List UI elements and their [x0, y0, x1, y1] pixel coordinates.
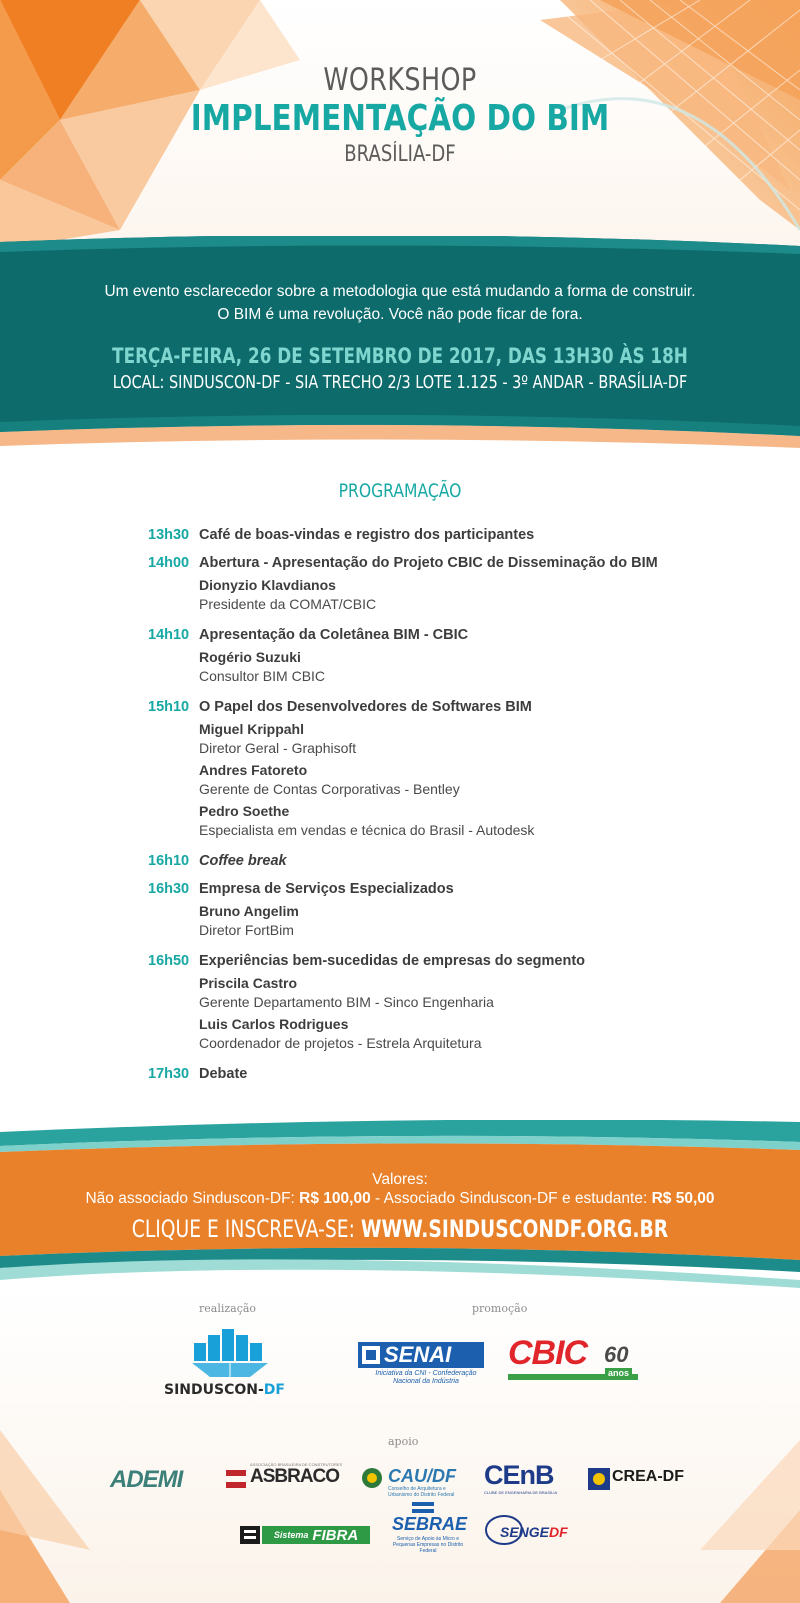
- non-member-text: Não associado Sinduscon-DF:: [85, 1190, 300, 1207]
- schedule-time: 17h30: [148, 1066, 190, 1082]
- fibra-emblem-icon: [240, 1526, 260, 1544]
- pricing-block: [0, 1170, 800, 1244]
- speaker-role: Diretor Geral - Graphisoft: [199, 740, 357, 756]
- asbraco-subtitle: ASSOCIAÇÃO BRASILEIRA DE CONSTRUTORES: [250, 1462, 343, 1467]
- schedule-body: [199, 625, 748, 689]
- schedule-body: [199, 951, 748, 1056]
- schedule-item: [148, 525, 748, 545]
- event-city: BRASÍLIA-DF: [344, 142, 456, 167]
- non-member-price: R$ 100,00: [299, 1190, 371, 1207]
- signup-cta-text: CLIQUE E INSCREVA-SE:: [131, 1215, 361, 1243]
- intro-line-1: Um evento esclarecedor sobre a metodologia que está mudando a forma de construir.: [104, 283, 696, 300]
- senai-sub-1: Iniciativa da CNI - Confederação: [375, 1370, 477, 1377]
- footer-sponsors: [0, 1290, 800, 1603]
- speaker-role: Especialista em vendas e técnica do Brasil - Autodesk: [199, 822, 535, 838]
- asbraco-emblem-icon: [224, 1468, 248, 1490]
- schedule-list: [148, 525, 748, 1092]
- pricing-label: Valores:: [372, 1171, 428, 1188]
- fibra-logo: [262, 1526, 370, 1544]
- member-text: - Associado Sinduscon-DF e estudante:: [370, 1190, 652, 1207]
- schedule-time: 16h30: [148, 881, 190, 897]
- signup-link[interactable]: WWW.SINDUSCONDF.ORG.BR: [360, 1215, 669, 1243]
- event-location: LOCAL: SINDUSCON-DF - SIA TRECHO 2/3 LOTE 1.125 - 3º ANDAR - BRASÍLIA-DF: [112, 372, 688, 393]
- schedule-item: [148, 697, 748, 843]
- header-title-block: [0, 62, 800, 167]
- cenb-logo: CEnB: [484, 1460, 554, 1490]
- senge-df: DF: [549, 1524, 568, 1540]
- speaker-name: Andres Fatoreto: [199, 762, 308, 778]
- senge-logo: [500, 1524, 568, 1540]
- apoio-label: apoio: [388, 1435, 419, 1448]
- speaker-role: Presidente da COMAT/CBIC: [199, 596, 377, 612]
- speaker-name: Dionyzio Klavdianos: [199, 577, 336, 593]
- sinduscon-df: DF: [263, 1382, 285, 1398]
- speaker-role: Diretor FortBim: [199, 922, 294, 938]
- senai-name: SENAI: [384, 1342, 452, 1367]
- event-title: IMPLEMENTAÇÃO DO BIM: [190, 98, 610, 139]
- fibra-sistema: Sistema: [273, 1530, 309, 1540]
- cau-logo: CAU/DF: [388, 1466, 456, 1486]
- speaker-name: Pedro Soethe: [199, 803, 290, 819]
- speaker-role: Gerente de Contas Corporativas - Bentley: [199, 781, 460, 797]
- speaker: [199, 648, 748, 686]
- senai-emblem-icon: [358, 1342, 384, 1368]
- sinduscon-logo-icon: [190, 1325, 270, 1379]
- crea-emblem-icon: [588, 1468, 610, 1490]
- speaker: [199, 761, 748, 799]
- schedule-item: [148, 553, 748, 617]
- schedule-body: [199, 525, 748, 545]
- header-banner: [0, 0, 800, 250]
- senai-sub-2: Nacional da Indústria: [393, 1378, 459, 1385]
- cenb-subtitle: CLUBE DE ENGENHARIA DE BRASÍLIA: [484, 1490, 558, 1495]
- speaker: [199, 802, 748, 840]
- schedule-item: [148, 1064, 748, 1084]
- schedule-body: [199, 1064, 748, 1084]
- schedule-body: [199, 851, 748, 871]
- speaker-role: Coordenador de projetos - Estrela Arquitetura: [199, 1035, 482, 1051]
- schedule-topic: Abertura - Apresentação do Projeto CBIC de Disseminação do BIM: [199, 555, 658, 571]
- schedule-time: 16h50: [148, 953, 190, 969]
- speaker-role: Gerente Departamento BIM - Sinco Engenharia: [199, 994, 494, 1010]
- schedule-item: [148, 879, 748, 943]
- schedule-topic: Apresentação da Coletânea BIM - CBIC: [199, 627, 469, 643]
- speaker: [199, 1015, 748, 1053]
- realizacao-label: realização: [199, 1302, 257, 1315]
- speaker-name: Priscila Castro: [199, 975, 298, 991]
- schedule-item: [148, 951, 748, 1056]
- member-price: R$ 50,00: [651, 1190, 715, 1207]
- speaker-name: Bruno Angelim: [199, 903, 299, 919]
- speaker-name: Miguel Krippahl: [199, 721, 304, 737]
- sinduscon-logo-text: [164, 1382, 285, 1398]
- schedule-body: [199, 879, 748, 943]
- schedule-body: [199, 553, 748, 617]
- schedule-topic: Debate: [199, 1066, 248, 1082]
- fibra-name: FIBRA: [312, 1526, 359, 1544]
- schedule-topic: Coffee break: [199, 853, 287, 869]
- asbraco-logo: ASBRACO: [250, 1466, 340, 1487]
- cbic-logo: CBIC: [508, 1334, 588, 1372]
- speaker: [199, 974, 748, 1012]
- schedule-time: 14h10: [148, 627, 190, 643]
- sebrae-subtitle: Serviço de Apoio às Micro e Pequenas Empresas no Distrito Federal: [392, 1536, 464, 1554]
- signup-cta: [88, 1214, 712, 1244]
- schedule-time: 13h30: [148, 527, 190, 543]
- schedule-time: 15h10: [148, 699, 190, 715]
- event-date: TERÇA-FEIRA, 26 DE SETEMBRO DE 2017, DAS 13H30 ÀS 18H: [112, 344, 688, 368]
- workshop-label: WORKSHOP: [323, 62, 477, 98]
- speaker-role: Consultor BIM CBIC: [199, 668, 326, 684]
- speaker: [199, 576, 748, 614]
- schedule-item: [148, 851, 748, 871]
- ademi-logo: ADEMI: [110, 1466, 183, 1493]
- speaker: [199, 902, 748, 940]
- cau-emblem-icon: [360, 1466, 384, 1490]
- intro-line-2: O BIM é uma revolução. Você não pode ficar de fora.: [217, 306, 583, 323]
- sebrae-emblem-icon: [412, 1502, 434, 1514]
- schedule-time: 14h00: [148, 555, 190, 571]
- schedule-topic: Café de boas-vindas e registro dos participantes: [199, 527, 535, 543]
- speaker: [199, 720, 748, 758]
- speaker-name: Luis Carlos Rodrigues: [199, 1016, 349, 1032]
- cbic-60: 60: [604, 1342, 629, 1367]
- cau-subtitle: Conselho de Arquitetura e Urbanismo do Distrito Federal: [388, 1486, 455, 1498]
- senai-logo: [358, 1342, 484, 1368]
- promocao-label: promoção: [472, 1302, 528, 1315]
- pricing-line: [0, 1189, 800, 1208]
- schedule-time: 16h10: [148, 853, 190, 869]
- schedule-item: [148, 625, 748, 689]
- senai-subtitle: [368, 1370, 484, 1386]
- senge-name: SENGE: [500, 1524, 550, 1540]
- schedule-topic: Empresa de Serviços Especializados: [199, 881, 454, 897]
- cbic-anos: anos: [605, 1368, 632, 1378]
- intro-block: [0, 280, 800, 396]
- schedule-body: [199, 697, 748, 843]
- schedule-topic: O Papel dos Desenvolvedores de Softwares BIM: [199, 699, 532, 715]
- program-title: PROGRAMAÇÃO: [338, 480, 462, 502]
- sebrae-logo: SEBRAE: [392, 1514, 468, 1534]
- speaker-name: Rogério Suzuki: [199, 649, 301, 665]
- sinduscon-name: SINDUSCON-: [164, 1382, 264, 1398]
- schedule-topic: Experiências bem-sucedidas de empresas do segmento: [199, 953, 586, 969]
- crea-logo: CREA-DF: [612, 1468, 684, 1485]
